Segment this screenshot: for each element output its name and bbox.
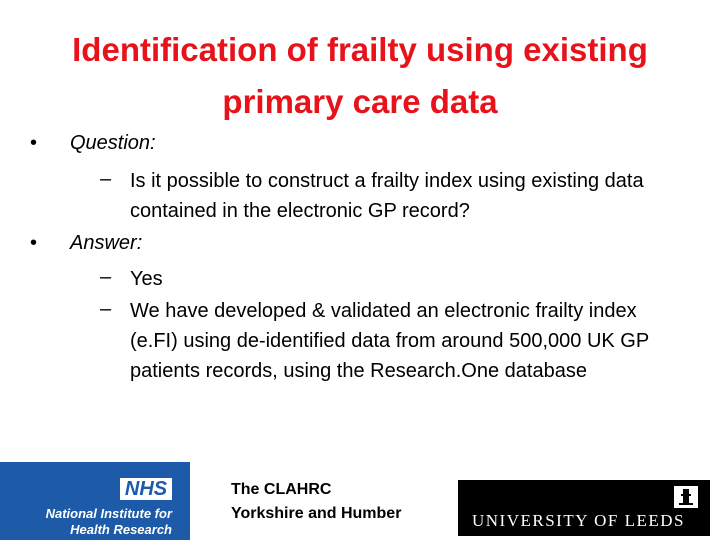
answer-item-1	[130, 264, 710, 294]
answer-dash-1: –	[100, 266, 112, 288]
bullet-answer: •	[30, 232, 38, 254]
question-text-line-1: Is it possible to construct a frailty index using existing data	[130, 170, 644, 192]
clahrc-line-1: The CLAHRC	[231, 481, 332, 498]
question-label: Question:	[70, 132, 156, 154]
question-text-line-2: contained in the electronic GP record?	[130, 200, 470, 222]
title-line-2: primary care data	[222, 83, 498, 120]
university-of-leeds-logo	[458, 480, 710, 536]
bullet-question: •	[30, 132, 38, 154]
answer-label: Answer:	[70, 232, 143, 254]
answer-item-2-line-2: (e.FI) using de-identified data from around 500,000 UK GP	[130, 330, 650, 352]
nhs-logo: NHS	[120, 478, 172, 500]
answer-item-1-text: Yes	[130, 268, 163, 290]
question-dash: –	[100, 168, 112, 190]
answer-dash-2: –	[100, 298, 112, 320]
leeds-wordmark: UNIVERSITY OF LEEDS	[472, 511, 685, 530]
leeds-crest-icon	[674, 486, 698, 508]
nihr-logo	[0, 462, 190, 540]
answer-item-2-line-1: We have developed & validated an electronic frailty index	[130, 300, 637, 322]
clahrc-label	[231, 478, 401, 526]
nihr-line-2: Health Research	[70, 522, 172, 537]
title-line-1: Identification of frailty using existing	[72, 31, 648, 68]
answer-item-2-line-3: patients records, using the Research.One database	[130, 360, 587, 382]
question-text	[130, 166, 710, 226]
nihr-line-1: National Institute for	[45, 506, 172, 521]
clahrc-line-2: Yorkshire and Humber	[231, 505, 402, 522]
answer-item-2	[130, 296, 710, 386]
slide-title	[20, 24, 700, 128]
